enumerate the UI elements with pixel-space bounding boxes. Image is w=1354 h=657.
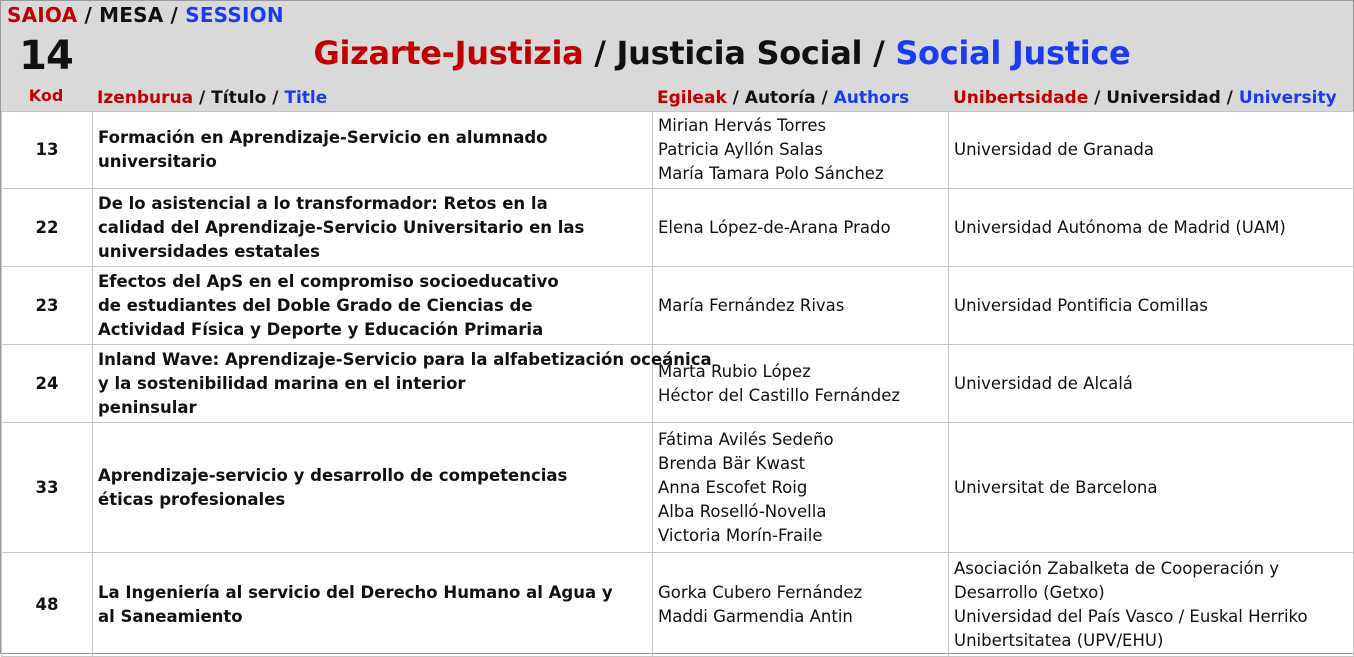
- paper-code: 48: [2, 553, 93, 657]
- paper-title-line: Formación en Aprendizaje-Servicio en alumnado: [98, 128, 548, 147]
- column-header-authors-es: Autoría: [744, 88, 816, 108]
- paper-authors: [653, 267, 949, 345]
- column-header-title: [97, 88, 327, 108]
- university-name: Unibertsitatea (UPV/EHU): [954, 630, 1164, 650]
- separator: /: [815, 88, 834, 108]
- paper-title-line: universitario: [98, 152, 217, 171]
- paper-code: 33: [2, 423, 93, 553]
- column-header-university-es: Universidad: [1106, 88, 1221, 108]
- author-name: Brenda Bär Kwast: [658, 453, 806, 473]
- column-header-authors-eu: Egileak: [657, 88, 727, 108]
- paper-university: [949, 189, 1354, 267]
- paper-title: [93, 423, 653, 553]
- paper-title: [93, 189, 653, 267]
- paper-title-line: peninsular: [98, 397, 197, 417]
- session-title-en: Social Justice: [895, 34, 1131, 72]
- session-label-eu: SAIOA: [7, 3, 78, 27]
- author-name: Alba Roselló-Novella: [658, 501, 827, 521]
- paper-code: 23: [2, 267, 93, 345]
- author-name: Patricia Ayllón Salas: [658, 140, 823, 159]
- table-row: [2, 112, 1354, 189]
- separator: /: [726, 88, 745, 108]
- university-name: Universidad del País Vasco / Euskal Herriko: [954, 606, 1308, 626]
- separator: /: [163, 3, 186, 27]
- paper-authors: [653, 189, 949, 267]
- column-header-university-eu: Unibertsidade: [953, 88, 1089, 108]
- author-name: Maddi Garmendia Antin: [658, 606, 853, 626]
- author-name: María Fernández Rivas: [658, 295, 845, 315]
- table-row: [2, 189, 1354, 267]
- paper-title-line: Efectos del ApS en el compromiso socioeducativo: [98, 271, 559, 291]
- paper-title-line: La Ingeniería al servicio del Derecho Humano al Agua y: [98, 582, 613, 602]
- paper-code: 22: [2, 189, 93, 267]
- author-name: Gorka Cubero Fernández: [658, 582, 863, 602]
- separator: /: [862, 34, 896, 72]
- university-name: Desarrollo (Getxo): [954, 582, 1105, 602]
- paper-title-line: Aprendizaje-servicio y desarrollo de competencias: [98, 465, 568, 485]
- paper-university: [949, 345, 1354, 423]
- separator: /: [266, 88, 285, 108]
- separator: /: [193, 88, 212, 108]
- paper-authors: [653, 112, 949, 189]
- table-row: [2, 267, 1354, 345]
- paper-title-line: calidad del Aprendizaje-Servicio Universitario en las: [98, 217, 585, 237]
- author-name: Héctor del Castillo Fernández: [658, 385, 901, 405]
- paper-title-line: Inland Wave: Aprendizaje-Servicio para la alfabetización oceánica: [98, 349, 712, 369]
- paper-authors: [653, 553, 949, 657]
- column-header-code: Kod: [28, 86, 64, 105]
- column-header-authors-en: Authors: [833, 88, 910, 108]
- author-name: Marta Rubio López: [658, 361, 811, 381]
- paper-title: [93, 112, 653, 189]
- column-header-university-en: University: [1238, 88, 1337, 108]
- university-name: Universidad de Granada: [954, 140, 1155, 159]
- column-header-university: [953, 88, 1337, 108]
- column-header-title-es: Título: [211, 88, 267, 108]
- column-header-title-eu: Izenburua: [97, 88, 194, 108]
- session-title-es: Justicia Social: [616, 34, 863, 72]
- paper-authors: [653, 423, 949, 553]
- paper-title-line: universidades estatales: [98, 241, 320, 261]
- university-name: Universitat de Barcelona: [954, 477, 1158, 497]
- column-header-title-en: Title: [284, 88, 328, 108]
- author-name: María Tamara Polo Sánchez: [658, 164, 884, 183]
- session-title: [91, 34, 1353, 72]
- separator: /: [77, 3, 100, 27]
- table-row: [2, 423, 1354, 553]
- paper-title-line: al Saneamiento: [98, 606, 243, 626]
- session-label-en: SESSION: [185, 3, 284, 27]
- session-title-eu: Gizarte-Justizia: [313, 34, 584, 72]
- paper-title-line: éticas profesionales: [98, 489, 286, 509]
- paper-code: 13: [2, 112, 93, 189]
- paper-university: [949, 553, 1354, 657]
- paper-title: [93, 345, 712, 423]
- university-name: Universidad Pontificia Comillas: [954, 295, 1208, 315]
- separator: /: [1220, 88, 1239, 108]
- paper-university: [949, 423, 1354, 553]
- paper-code: 24: [2, 345, 93, 423]
- paper-title-line: De lo asistencial a lo transformador: Retos en la: [98, 193, 548, 213]
- university-name: Asociación Zabalketa de Cooperación y: [954, 558, 1280, 578]
- university-name: Universidad de Alcalá: [954, 373, 1133, 393]
- paper-title-line: de estudiantes del Doble Grado de Ciencias de: [98, 295, 533, 315]
- paper-university: [949, 112, 1354, 189]
- session-number: 14: [19, 33, 73, 79]
- university-name: Universidad Autónoma de Madrid (UAM): [954, 217, 1286, 237]
- author-name: Victoria Morín-Fraile: [658, 525, 823, 545]
- author-name: Anna Escofet Roig: [658, 477, 808, 497]
- separator: /: [1088, 88, 1107, 108]
- session-label-es: MESA: [99, 3, 164, 27]
- paper-title-line: y la sostenibilidad marina en el interior: [98, 373, 466, 393]
- author-name: Fátima Avilés Sedeño: [658, 429, 834, 449]
- paper-title-line: Actividad Física y Deporte y Educación Primaria: [98, 319, 544, 339]
- paper-title: [93, 553, 653, 657]
- author-name: Mirian Hervás Torres: [658, 116, 827, 135]
- paper-title: [93, 267, 653, 345]
- table-row: [2, 553, 1354, 657]
- column-header-authors: [657, 88, 909, 108]
- separator: /: [583, 34, 617, 72]
- sessions-table: [1, 111, 1354, 657]
- session-header: [1, 1, 1353, 111]
- session-label: [7, 3, 284, 27]
- paper-university: [949, 267, 1354, 345]
- author-name: Elena López-de-Arana Prado: [658, 217, 891, 237]
- table-row: [2, 345, 1354, 423]
